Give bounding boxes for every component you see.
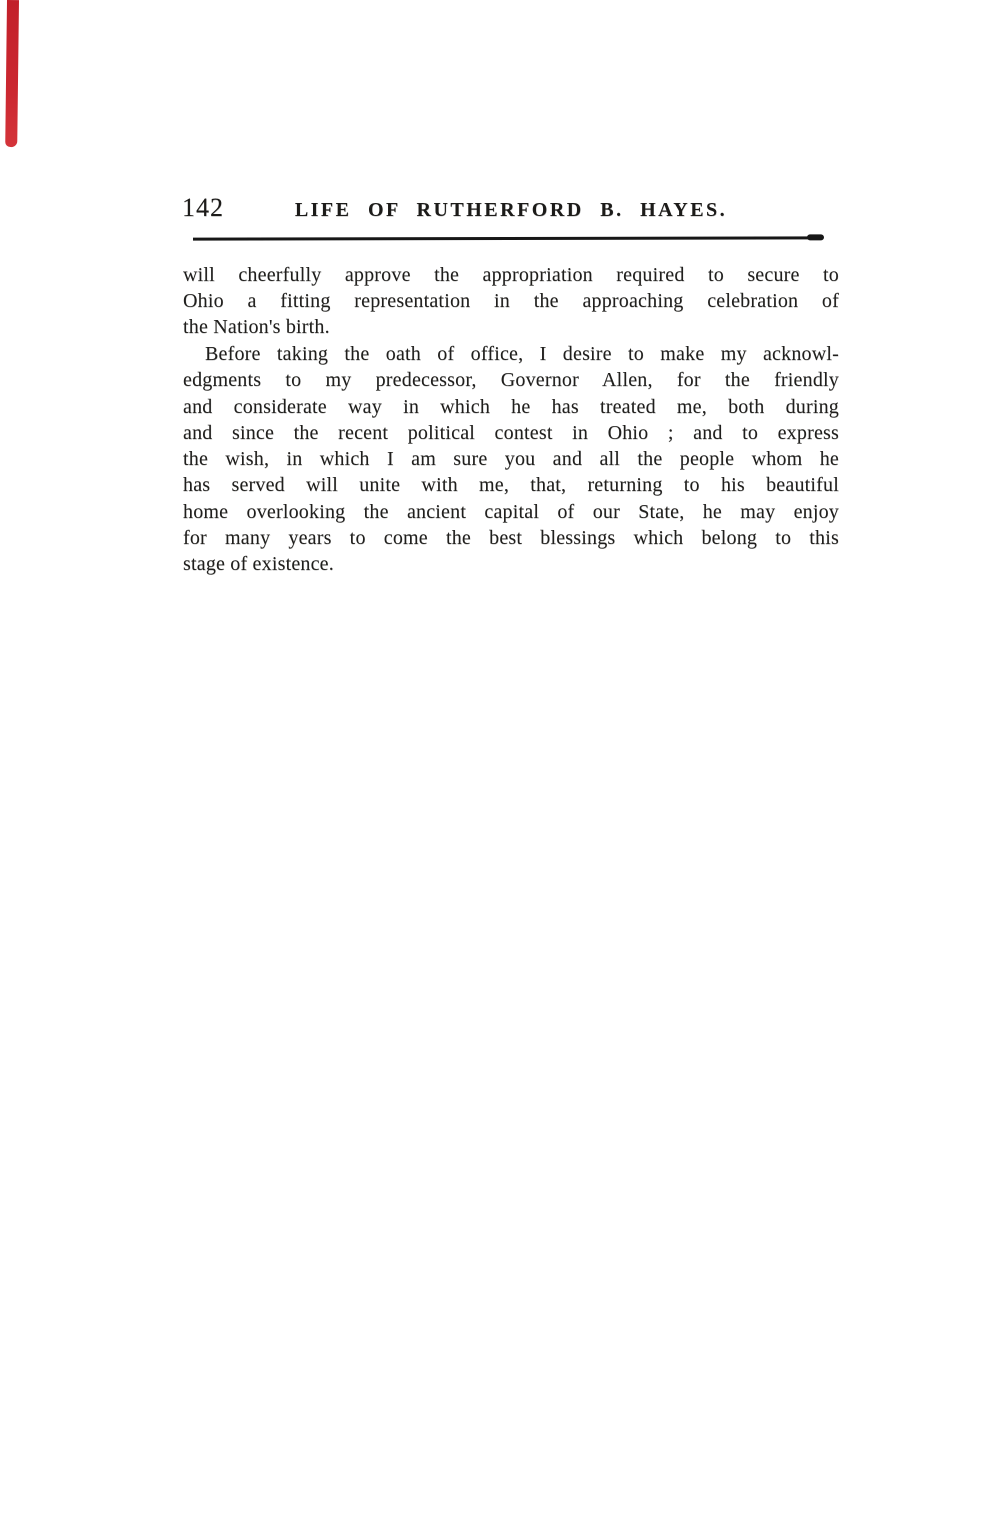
running-title: LIFE OF RUTHERFORD B. HAYES. bbox=[294, 199, 728, 221]
rule-end-blob bbox=[807, 234, 824, 240]
page-number: 142 bbox=[182, 193, 224, 222]
red-scan-artifact bbox=[5, 0, 19, 147]
text-line: the Nation's birth. bbox=[183, 316, 330, 338]
text-line: and since the recent political contest in Ohio ; and to express bbox=[183, 422, 839, 444]
text-line: has served will unite with me, that, returning to his beautiful bbox=[183, 474, 839, 496]
text-line: Before taking the oath of office, I desire to make my acknowl- bbox=[205, 343, 839, 365]
text-line: Ohio a fitting representation in the approaching celebration of bbox=[183, 290, 839, 312]
text-line: will cheerfully approve the appropriation required to secure to bbox=[183, 264, 839, 286]
text-line: for many years to come the best blessings which belong to this bbox=[183, 527, 839, 549]
text-line: stage of existence. bbox=[183, 553, 334, 575]
text-line: edgments to my predecessor, Governor Allen, for the friendly bbox=[183, 369, 839, 391]
text-line: home overlooking the ancient capital of our State, he may enjoy bbox=[183, 501, 839, 523]
text-line: the wish, in which I am sure you and all the people whom he bbox=[183, 448, 839, 470]
text-line: and considerate way in which he has treated me, both during bbox=[183, 396, 839, 418]
header-rule bbox=[193, 236, 822, 240]
